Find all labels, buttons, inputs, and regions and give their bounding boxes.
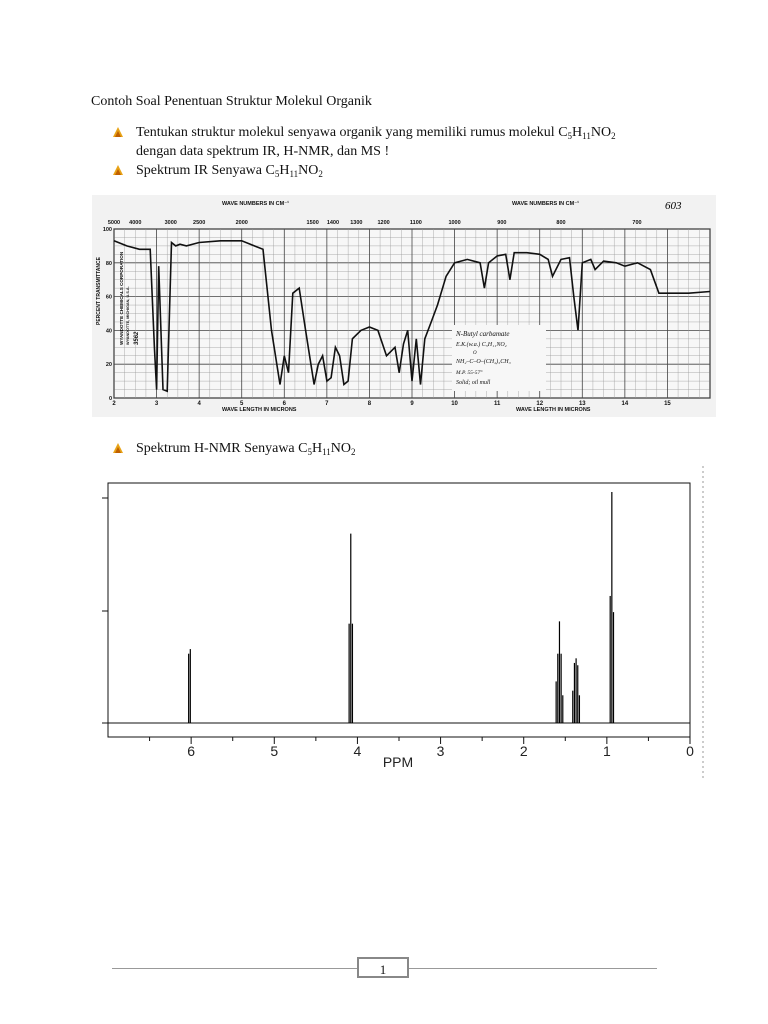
ir-top-tick-label: 1300	[350, 220, 363, 226]
nmr-tick-label: 3	[436, 743, 445, 759]
ir-figure-number: 603	[665, 200, 682, 212]
nmr-tick-label: 1	[602, 743, 611, 759]
ir-bottom-tick-label: 9	[410, 401, 414, 407]
bullet-ir-text: Spektrum IR Senyawa $C_5H_{11}NO_2$	[136, 163, 323, 179]
bullet-nmr	[113, 439, 513, 458]
nmr-tick-label: 5	[270, 743, 279, 759]
ir-top-tick-label: 2500	[193, 220, 206, 226]
ir-top-tick-label: 3000	[164, 220, 177, 226]
ir-bottom-tick-label: 7	[325, 401, 329, 407]
nmr-tick-label: 2	[519, 743, 528, 759]
ir-top-tick-label: 5000	[107, 220, 121, 226]
nmr-spectrum-chart	[96, 466, 710, 778]
nmr-tick-label: 6	[187, 743, 196, 759]
page-number: 1	[357, 957, 409, 978]
ir-y-tick-label: 100	[102, 227, 112, 233]
bullet-arrow-icon	[113, 127, 123, 137]
nmr-x-axis-label: PPM	[382, 754, 414, 770]
ir-annotation-line: Solid; oil mull	[456, 380, 491, 386]
nmr-tick-label: 4	[353, 743, 362, 759]
bullet-arrow-icon	[113, 165, 123, 175]
ir-side-label-code: 3562	[134, 331, 140, 345]
document-title: Contoh Soal Penentuan Struktur Molekul Organik	[91, 94, 372, 109]
ir-y-axis-label: PERCENT TRANSMITTANCE	[96, 257, 102, 325]
nmr-tick-label: 0	[686, 743, 694, 759]
ir-bottom-tick-label: 4	[197, 401, 201, 407]
ir-bottom-tick-label: 12	[536, 401, 544, 407]
ir-bottom-tick-label: 8	[367, 401, 372, 407]
ir-top-tick-label: 1500	[306, 220, 319, 226]
ir-bottom-tick-label: 14	[621, 401, 629, 407]
ir-top-tick-label: 900	[497, 220, 507, 226]
ir-bottom-axis-title-left: WAVE LENGTH IN MICRONS	[222, 407, 297, 413]
ir-bottom-tick-label: 15	[664, 401, 671, 407]
bullet-ir	[113, 161, 513, 180]
ir-y-tick-label: 40	[105, 328, 112, 335]
ir-top-tick-label: 1100	[409, 220, 422, 226]
ir-top-tick-label: 1000	[448, 220, 461, 226]
ir-y-tick-label: 80	[105, 260, 112, 267]
ir-annotation-line: N-Butyl carbamate	[456, 330, 510, 338]
ir-y-tick-label: 20	[105, 362, 112, 369]
ir-top-tick-label: 2000	[235, 220, 248, 226]
ir-bottom-axis-title-right: WAVE LENGTH IN MICRONS	[516, 407, 591, 413]
ir-top-tick-label: 4000	[129, 220, 142, 226]
ir-bottom-tick-label: 13	[578, 401, 586, 407]
bullet-nmr-text: Spektrum H-NMR Senyawa $C_5H_{11}NO_2$	[136, 441, 356, 457]
ir-top-axis-title-right: WAVE NUMBERS IN CM⁻¹	[512, 201, 579, 207]
ir-side-label-company: WYANDOTTE CHEMICALS CORPORATION	[119, 251, 124, 345]
ir-y-tick-label: 0	[108, 396, 112, 402]
nmr-plot-frame	[108, 483, 690, 737]
ir-top-tick-label: 1200	[377, 220, 390, 226]
ir-y-tick-label: 60	[105, 294, 112, 301]
ir-bottom-tick-label: 11	[493, 401, 501, 407]
ir-annotation-line: E.K.(w.a.) C₅H₁₁NO₂	[456, 342, 507, 348]
ir-bottom-tick-label: 5	[240, 401, 244, 407]
ir-top-tick-label: 700	[632, 220, 642, 226]
ir-bottom-tick-label: 10	[451, 401, 458, 407]
ir-annotation-line: NH₂–C–O–(CH₂)₃CH₃	[456, 359, 511, 365]
ir-bottom-tick-label: 6	[282, 401, 286, 407]
ir-spectrum-figure	[92, 195, 716, 417]
bullet-arrow-icon	[113, 443, 123, 453]
ir-bottom-tick-label: 2	[112, 401, 116, 407]
nmr-spectrum-figure	[96, 466, 710, 778]
ir-spectrum-chart	[92, 195, 716, 417]
bullet-question	[113, 123, 713, 163]
ir-top-tick-label: 1400	[326, 220, 340, 226]
ir-annotation-line: O	[473, 351, 477, 356]
ir-top-tick-label: 800	[556, 220, 566, 226]
ir-side-label-city: WYANDOTTE, MICHIGAN, U.S.A.	[126, 286, 130, 345]
ir-annotation-line: M.P. 55-57°	[456, 370, 483, 376]
bullet-question-text-line2: dengan data spektrum IR, H-NMR, dan MS !	[136, 144, 390, 159]
bullet-question-text: Tentukan struktur molekul senyawa organik yang memiliki rumus molekul $C_5H_{11}NO_2$	[136, 125, 616, 141]
ir-top-axis-title-left: WAVE NUMBERS IN CM⁻¹	[222, 201, 289, 207]
ir-bottom-tick-label: 3	[154, 401, 159, 407]
